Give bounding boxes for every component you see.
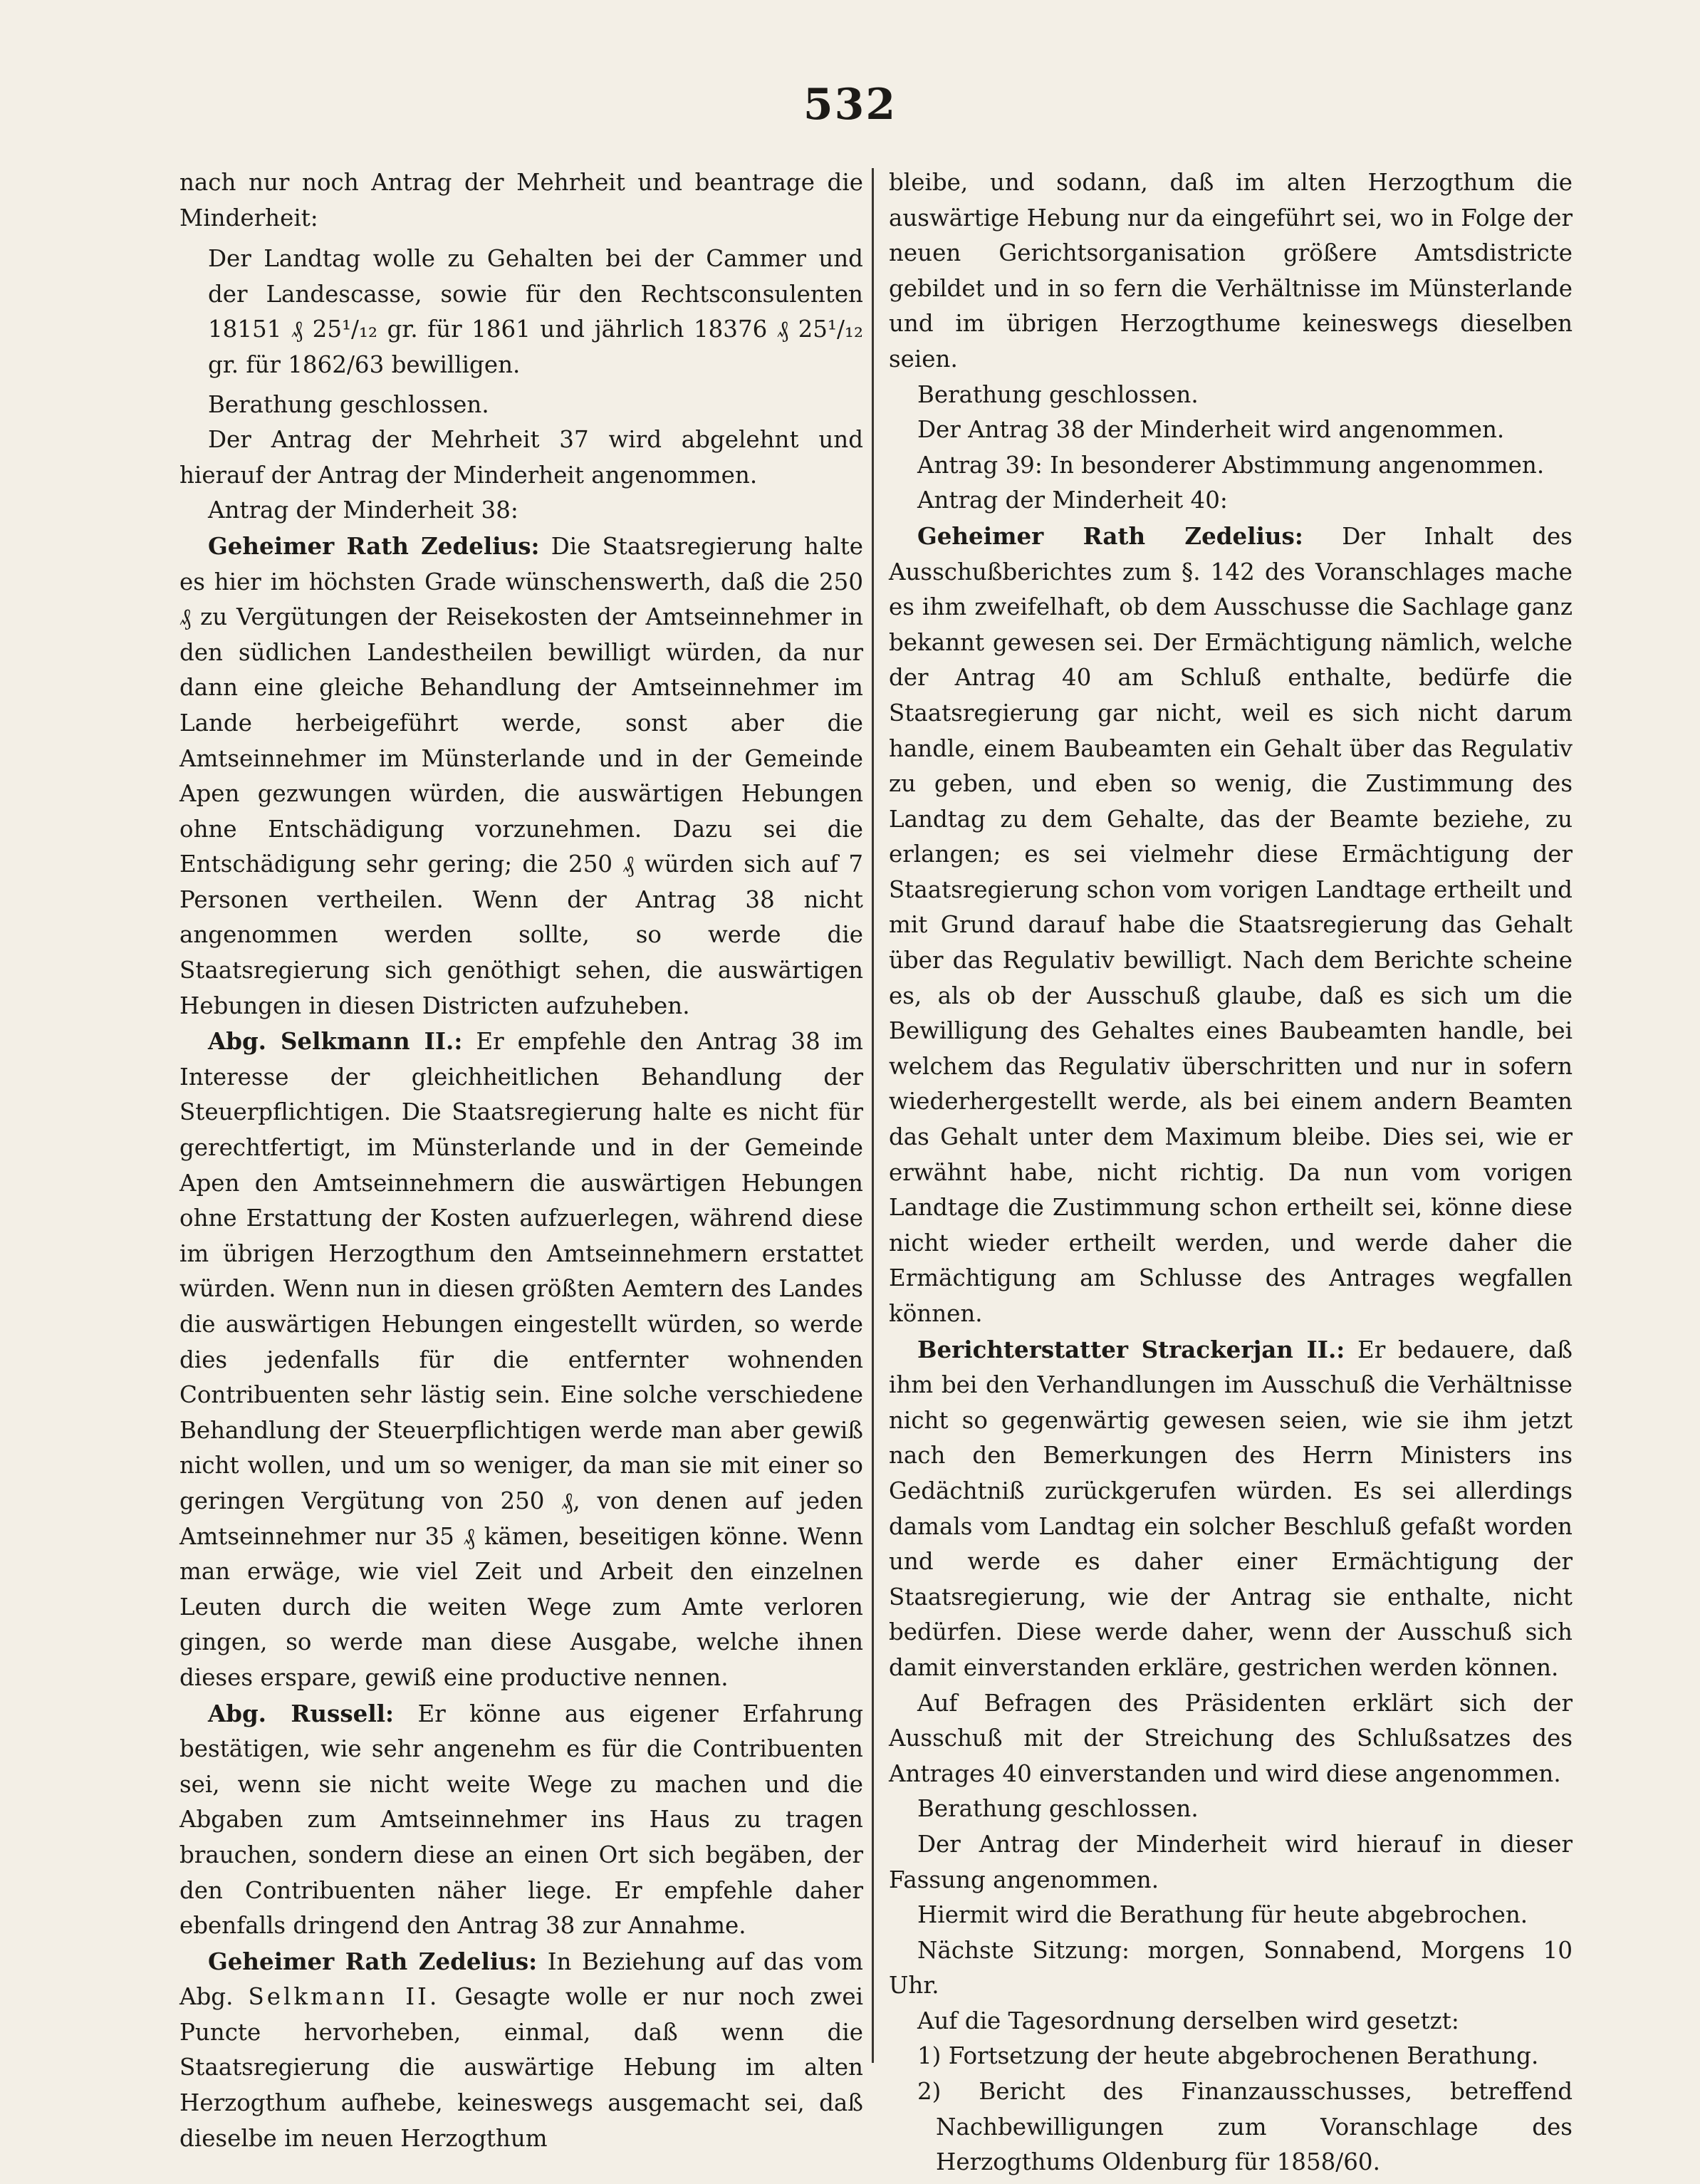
- speech-text: Er bedauere, daß ihm bei den Verhandlungen im Ausschuß die Verhältnisse nicht so gegenwärtig gewesen seien, wie sie ihm jetzt nach den Bemerkungen des Herrn Ministers ins Gedächtniß zurückgerufen würden. Es sei allerdings damals vom Landtag ein solcher Beschluß gefaßt worden und werde es daher einer Ermächtigung der Staatsregierung, wie der Antrag sie enthalte, nicht bedürfen. Diese werde daher, wenn der Ausschuß sich damit einverstanden erkläre, gestrichen werden können.: [889, 1336, 1573, 1681]
- speech-text: Der Inhalt des Ausschußberichtes zum §. 142 des Voranschlages mache es ihm zweifelhaft, ob dem Ausschusse die Sachlage ganz bekannt gewesen sei. Der Ermächtigung nämlich, welche der Antrag 40 am Schluß enthalte, bedürfe die Staatsregierung gar nicht, weil es sich nicht darum handle, einem Baubeamten ein Gehalt über das Regulativ zu geben, und eben so wenig, die Zustimmung des Landtag zu dem Gehalte, das der Beamte beziehe, zu erlangen; es sei vielmehr diese Ermächtigung der Staatsregierung schon vom vorigen Landtage ertheilt und mit Grund darauf habe die Staatsregierung das Gehalt über das Regulativ bewilligt. Nach dem Berichte scheine es, als ob der Ausschuß glaube, daß es sich um die Bewilligung des Gehaltes eines Baubeamten handle, bei welchem das Regulativ überschritten und nur in sofern wiederhergestellt werde, als bei einem andern Beamten das Gehalt unter dem Maximum bleibe. Dies sei, wie er erwähnt habe, nicht richtig. Da nun vom vorigen Landtage die Zustimmung schon ertheilt sei, könne diese nicht wieder ertheilt werden, und werde daher die Ermächtigung am Schlusse des Antrages wegfallen können.: [889, 522, 1573, 1327]
- paragraph: Antrag der Minderheit 38:: [208, 496, 518, 524]
- speech-text: Die Staatsregierung halte es hier im höchsten Grade wünschenswerth, daß die 250 ₰ zu Vergütungen der Reisekosten der Amtseinnehmer in den südlichen Landestheilen bewilligt würden, da nur dann eine gleiche Behandlung der Amtseinnehmer im Lande herbeigeführt werde, sonst aber die Amtseinnehmer im Münsterlande und in der Gemeinde Apen gezwungen würden, die auswärtigen Hebungen ohne Entschädigung vorzunehmen. Dazu sei die Entschädigung sehr gering; die 250 ₰ würden sich auf 7 Personen vertheilen. Wenn der Antrag 38 nicht angenommen werden sollte, so werde die Staatsregierung sich genöthigt sehen, die auswärtigen Hebungen in diesen Districten aufzuheben.: [179, 532, 864, 1019]
- paragraph: Berathung geschlossen.: [208, 390, 489, 418]
- paragraph: Berathung geschlossen.: [917, 1795, 1199, 1823]
- speaker-name: Geheimer Rath Zedelius:: [208, 531, 540, 560]
- agenda-item: 1) Fortsetzung der heute abgebrochenen Berathung.: [917, 2042, 1539, 2070]
- paragraph: Berathung geschlossen.: [917, 380, 1199, 408]
- motion-text: Der Landtag wolle zu Gehalten bei der Cammer und der Landescasse, sowie für den Rechtsconsulenten 18151 ₰ 25¹/₁₂ gr. für 1861 und jährlich 18376 ₰ 25¹/₁₂ gr. für 1862/63 bewilligen.: [208, 245, 863, 378]
- speaker-name: Berichterstatter Strackerjan II.:: [917, 1335, 1345, 1363]
- paragraph: Auf Befragen des Präsidenten erklärt sich der Ausschuß mit der Streichung des Schlußsatzes des Antrages 40 einverstanden und wird diese angenommen.: [889, 1689, 1573, 1787]
- speaker-name: Abg. Russell:: [208, 1699, 395, 1727]
- speech-text: Er könne aus eigener Erfahrung bestätigen, wie sehr angenehm es für die Contribuenten sei, wenn sie nicht weite Wege zu machen und die Abgaben zum Amtseinnehmer ins Haus zu tragen brauchen, sondern diese an einen Ort sich begäben, der den Contribuenten näher liege. Er empfehle daher ebenfalls dringend den Antrag 38 zur Annahme.: [179, 1700, 863, 1940]
- paragraph: Der Antrag 38 der Minderheit wird angenommen.: [917, 416, 1505, 444]
- speech-paragraph: [889, 1332, 1573, 1686]
- speech-text: In Beziehung auf das vom Abg.: [179, 1948, 863, 2011]
- referenced-name: Selkmann II.: [248, 1983, 440, 2011]
- speech-paragraph: [179, 529, 863, 1024]
- page-number: 532: [803, 80, 897, 130]
- paragraph: Antrag der Minderheit 40:: [917, 487, 1228, 514]
- speech-paragraph: [179, 1696, 863, 1944]
- column-divider: [872, 168, 874, 2063]
- paragraph: Der Antrag der Minderheit wird hierauf in dieser Fassung angenommen.: [889, 1830, 1573, 1893]
- paragraph: Nächste Sitzung: morgen, Sonnabend, Morgens 10 Uhr.: [889, 1936, 1573, 2000]
- speech-paragraph: [179, 1024, 863, 1695]
- speech-paragraph: [889, 519, 1573, 1332]
- paragraph: Hiermit wird die Berathung für heute abgebrochen.: [917, 1901, 1528, 1929]
- paragraph: Antrag 39: In besonderer Abstimmung angenommen.: [917, 451, 1545, 479]
- paragraph: Auf die Tagesordnung derselben wird gesetzt:: [917, 2007, 1459, 2034]
- right-column: [889, 165, 1573, 2180]
- speaker-name: Geheimer Rath Zedelius:: [208, 1947, 538, 1975]
- speaker-name: Abg. Selkmann II.:: [208, 1027, 463, 1056]
- paragraph: nach nur noch Antrag der Mehrheit und beantrage die Minderheit:: [179, 169, 863, 232]
- speaker-name: Geheimer Rath Zedelius:: [917, 521, 1303, 550]
- left-column: [179, 165, 863, 2156]
- speech-paragraph: [179, 1944, 863, 2157]
- speech-text: Er empfehle den Antrag 38 im Interesse der gleichheitlichen Behandlung der Steuerpflichtigen. Die Staatsregierung halte es nicht für gerechtfertigt, im Münsterlande und in der Gemeinde Apen den Amtseinnehmern die auswärtigen Hebungen ohne Erstattung der Kosten aufzuerlegen, während diese im übrigen Herzogthum den Amtseinnehmern erstattet würden. Wenn nun in diesen größten Aemtern des Landes die auswärtigen Hebungen eingestellt würden, so werde dies jedenfalls für die entfernter wohnenden Contribuenten sehr lästig sein. Eine solche verschiedene Behandlung der Steuerpflichtigen werde man aber gewiß nicht wollen, und um so weniger, da man sie mit einer so geringen Vergütung von 250 ₰, von denen auf jeden Amtseinnehmer nur 35 ₰ kämen, beseitigen könne. Wenn man erwäge, wie viel Zeit und Arbeit den einzelnen Leuten durch die weiten Wege zum Amte verloren gingen, so werde man diese Ausgabe, welche ihnen dieses erspare, gewiß eine productive nennen.: [179, 1028, 863, 1691]
- agenda-item: 2) Bericht des Finanzausschusses, betreffend Nachbewilligungen zum Voranschlage des Herzogthums Oldenburg für 1858/60.: [917, 2078, 1573, 2176]
- paragraph: bleibe, und sodann, daß im alten Herzogthum die auswärtige Hebung nur da eingeführt sei, wo in Folge der neuen Gerichtsorganisation größere Amtsdistricte gebildet und in so fern die Verhältnisse im Münsterlande und im übrigen Herzogthume keineswegs dieselben seien.: [889, 169, 1573, 373]
- speech-text: Gesagte wolle er nur noch zwei Puncte hervorheben, einmal, daß wenn die Staatsregierung die auswärtige Hebung im alten Herzogthum aufhebe, keineswegs ausgemacht sei, daß dieselbe im neuen Herzogthum: [179, 1983, 863, 2152]
- paragraph: Der Antrag der Mehrheit 37 wird abgelehnt und hierauf der Antrag der Minderheit angenommen.: [179, 426, 863, 489]
